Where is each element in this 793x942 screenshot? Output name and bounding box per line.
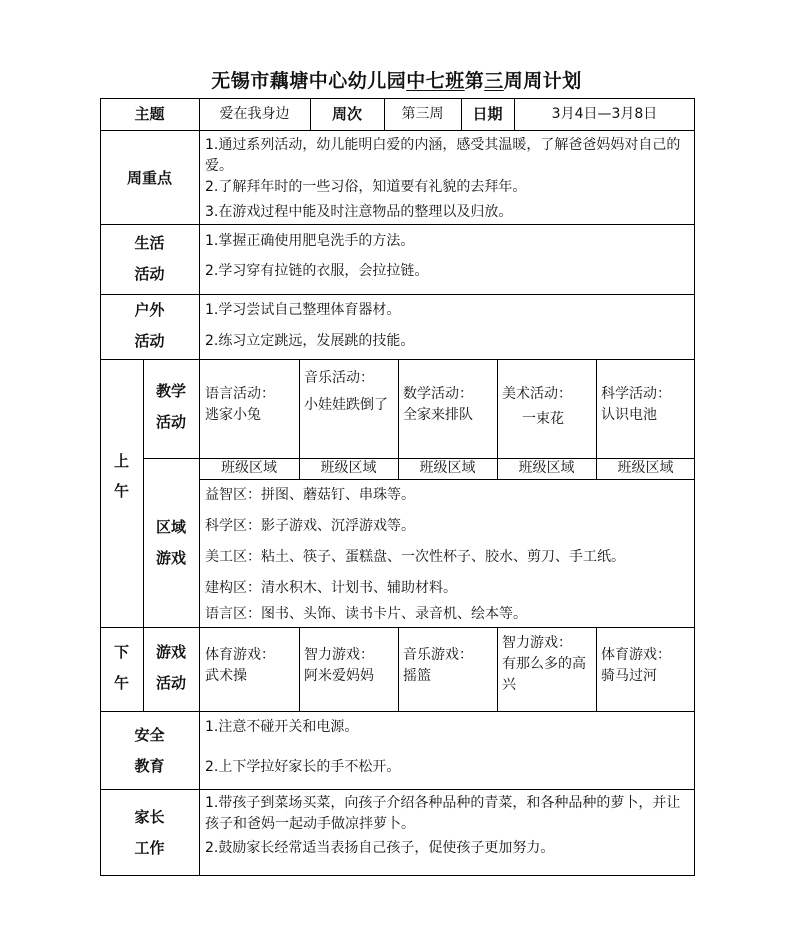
area-header: 班级区域 <box>617 460 674 476</box>
teaching-cell: 数学活动： 全家来排队 <box>403 386 473 423</box>
afternoon-label-2: 午 <box>113 674 129 692</box>
area-label-1: 区域 <box>155 518 186 536</box>
morning-label-2: 午 <box>113 482 129 500</box>
morning-label-1: 上 <box>113 452 129 470</box>
game-cell: 智力游戏： 有那么多的高兴 <box>502 635 586 693</box>
safety-item: 1.注意不碰开关和电源。 <box>205 719 359 735</box>
title-suffix: 周周计划 <box>503 70 582 92</box>
life-label-1: 生活 <box>134 234 165 252</box>
week-number: 三 <box>484 70 504 92</box>
teaching-cell: 音乐活动： 小娃娃跌倒了 <box>304 370 388 413</box>
safety-label-2: 教育 <box>134 757 165 775</box>
area-header: 班级区域 <box>518 460 575 476</box>
date-label: 日期 <box>472 105 503 123</box>
parents-item: 2.鼓励家长经常适当表扬自己孩子，促使孩子更加努力。 <box>205 840 555 856</box>
game-cell: 体育游戏： 武术操 <box>205 647 275 684</box>
area-item: 建构区：清水积木、计划书、辅助材料。 <box>205 580 457 596</box>
outdoor-label-1: 户外 <box>134 301 165 319</box>
area-header: 班级区域 <box>221 460 277 476</box>
area-item: 语言区：图书、头饰、读书卡片、录音机、绘本等。 <box>205 606 527 622</box>
outdoor-label-2: 活动 <box>134 332 165 350</box>
life-item: 1.掌握正确使用肥皂洗手的方法。 <box>205 233 415 249</box>
focus-label: 周重点 <box>126 169 172 187</box>
class-name: 中七班 <box>406 70 465 92</box>
teaching-label-2: 活动 <box>155 413 186 431</box>
parents-item: 1.带孩子到菜场买菜，向孩子介绍各种品种的青菜，和各种品种的萝卜，并让孩子和爸妈一起动手做凉拌萝卜。 <box>205 795 681 832</box>
life-label-2: 活动 <box>134 265 165 283</box>
teaching-cell: 科学活动： 认识电池 <box>601 386 671 423</box>
teaching-cell: 语言活动： 逃家小兔 <box>205 386 275 423</box>
week-value: 第三周 <box>401 106 444 122</box>
focus-item: 1.通过系列活动，幼儿能明白爱的内涵，感受其温暖，了解爸爸妈妈对自己的爱。 <box>205 137 681 174</box>
area-label-2: 游戏 <box>155 549 186 567</box>
game-cell: 音乐游戏： 摇篮 <box>403 647 473 684</box>
teaching-label-1: 教学 <box>155 382 186 400</box>
date-value: 3月4日—3月8日 <box>551 106 658 122</box>
safety-label-1: 安全 <box>134 726 165 744</box>
teaching-cell: 美术活动： 一束花 <box>502 386 572 427</box>
parents-label-2: 工作 <box>134 839 165 857</box>
game-cell: 体育游戏： 骑马过河 <box>601 647 671 684</box>
title-week-prefix: 第 <box>464 70 485 92</box>
kindergarten-name: 无锡市藕塘中心幼儿园 <box>211 70 407 92</box>
page-title <box>0 66 793 93</box>
outdoor-item: 2.练习立定跳远，发展跳的技能。 <box>205 333 415 349</box>
area-item: 益智区：拼图、蘑菇钉、串珠等。 <box>205 487 415 503</box>
outdoor-item: 1.学习尝试自己整理体育器材。 <box>205 302 401 318</box>
area-item: 美工区：粘土、筷子、蛋糕盘、一次性杯子、胶水、剪刀、手工纸。 <box>205 549 625 565</box>
week-label: 周次 <box>331 105 362 123</box>
afternoon-label-1: 下 <box>113 643 129 661</box>
focus-item: 2.了解拜年时的一些习俗，知道要有礼貌的去拜年。 <box>205 179 527 195</box>
theme-label: 主题 <box>134 105 165 123</box>
life-item: 2.学习穿有拉链的衣服，会拉拉链。 <box>205 263 429 279</box>
area-header: 班级区域 <box>320 460 377 476</box>
game-cell: 智力游戏： 阿米爱妈妈 <box>304 647 374 684</box>
area-header: 班级区域 <box>419 460 476 476</box>
parents-label-1: 家长 <box>134 808 165 826</box>
focus-item: 3.在游戏过程中能及时注意物品的整理以及归放。 <box>205 204 513 220</box>
area-item: 科学区：影子游戏、沉浮游戏等。 <box>205 518 415 534</box>
games-label-1: 游戏 <box>155 643 186 661</box>
safety-item: 2.上下学拉好家长的手不松开。 <box>205 759 401 775</box>
theme-value: 爱在我身边 <box>219 106 290 122</box>
games-label-2: 活动 <box>155 674 186 692</box>
